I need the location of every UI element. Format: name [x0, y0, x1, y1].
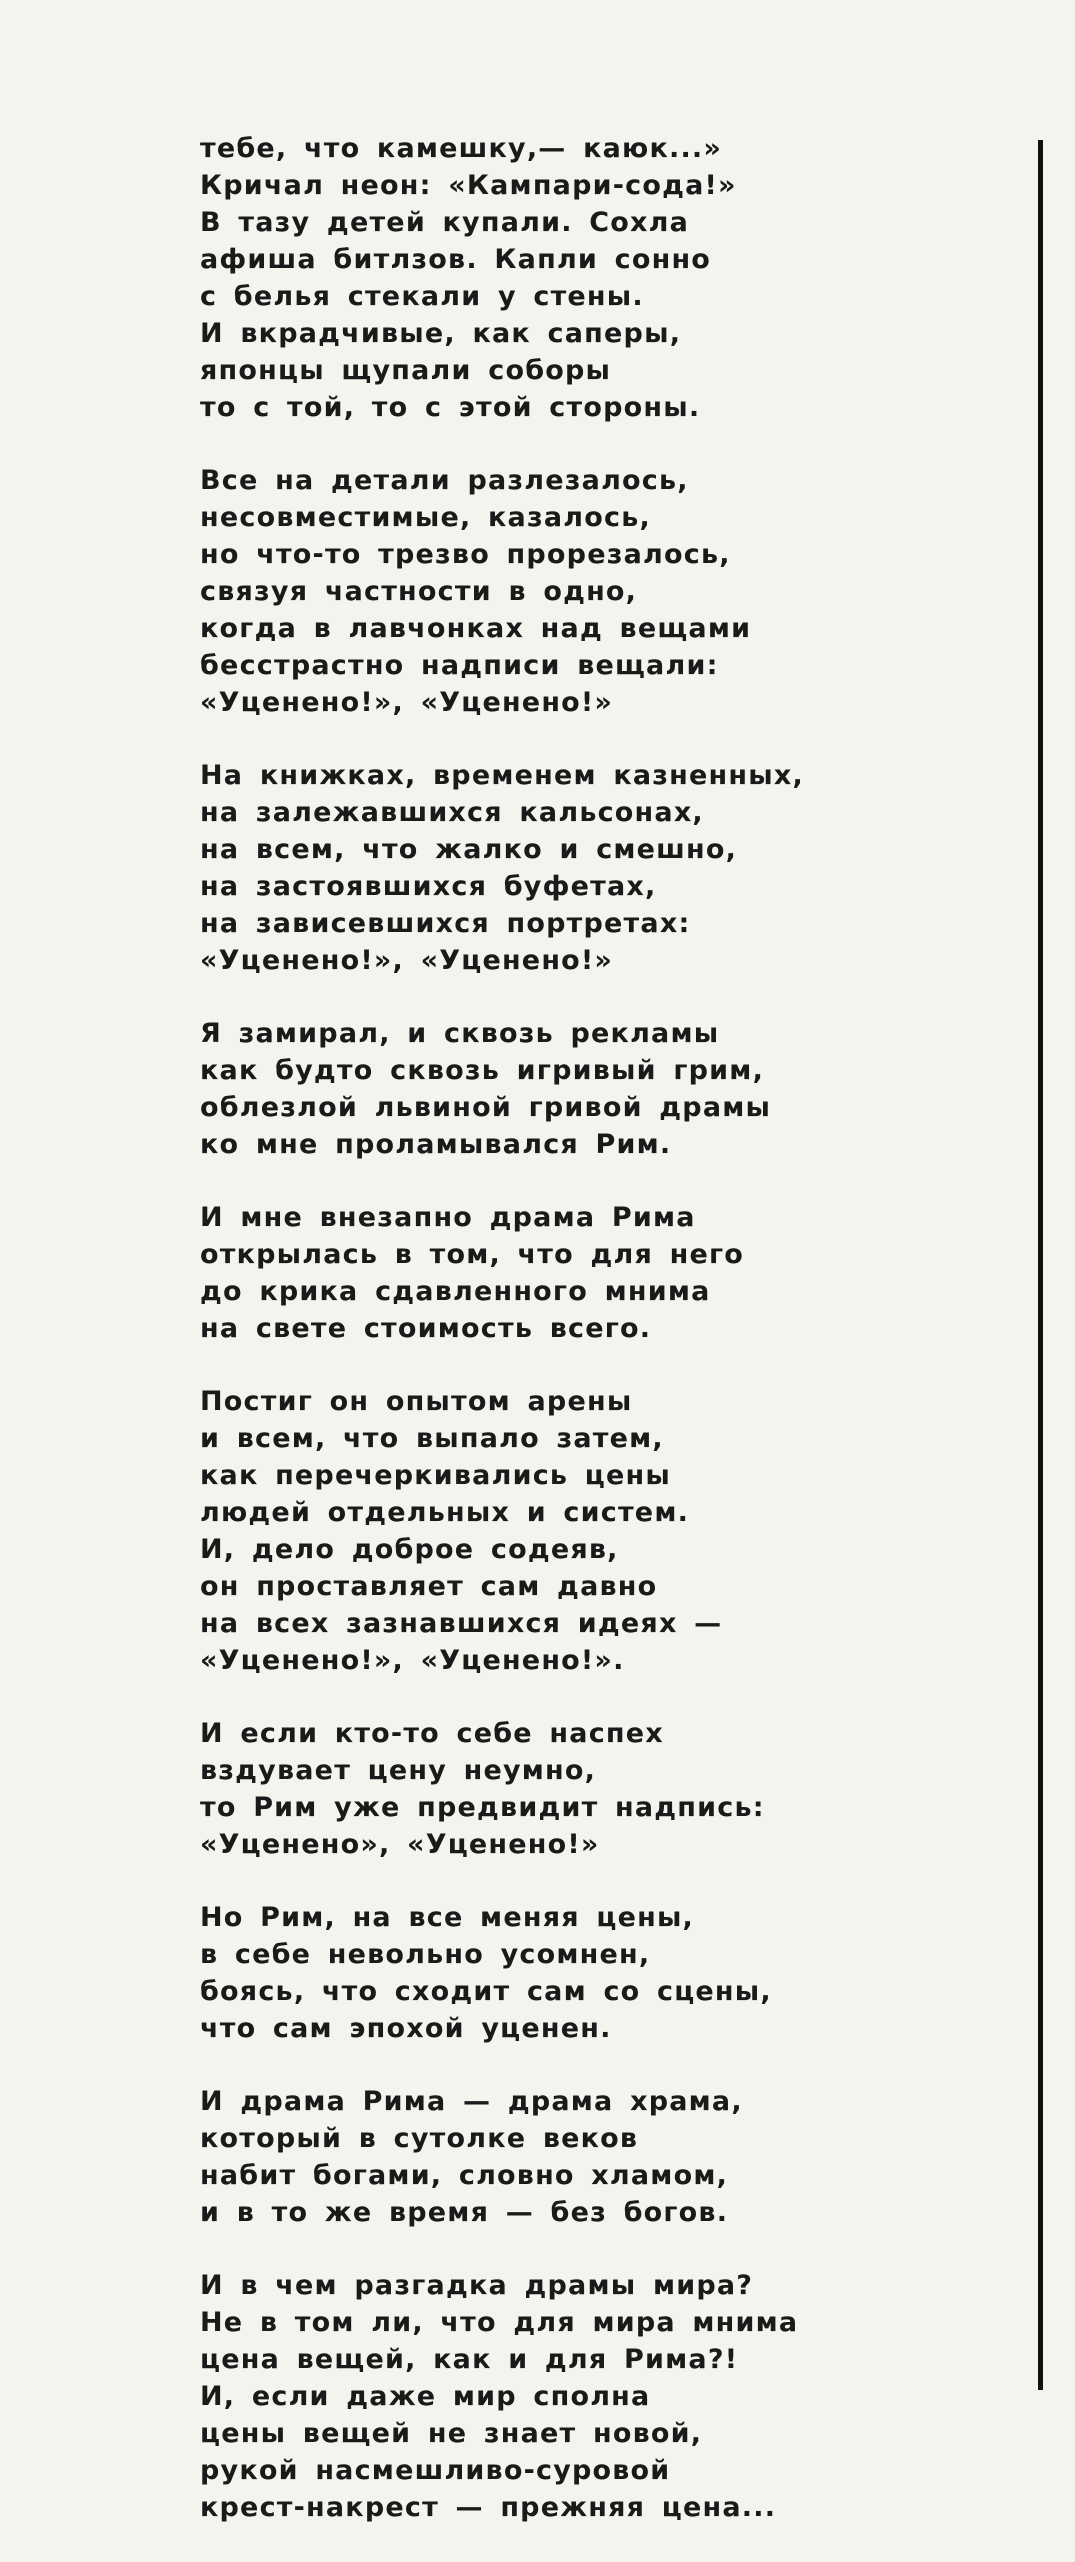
stanza	[200, 1383, 820, 1679]
poem-line: он проставляет сам давно	[200, 1571, 658, 1602]
poem-line: открылась в том, что для него	[200, 1239, 745, 1270]
stanza	[200, 2083, 820, 2231]
poem-line: И драма Рима — драма храма,	[200, 2086, 743, 2117]
poem-line: вздувает цену неумно,	[200, 1755, 597, 1786]
poem-line: боясь, что сходит сам со сцены,	[200, 1976, 772, 2007]
poem-line: Но Рим, на все меняя цены,	[200, 1902, 695, 1933]
stanza	[200, 1199, 820, 1347]
poem-line: «Уценено!», «Уценено!»	[200, 687, 614, 718]
poem-line: бесстрастно надписи вещали:	[200, 650, 719, 681]
poem-line: до крика сдавленного мнима	[200, 1276, 711, 1307]
poem-line: несовместимые, казалось,	[200, 502, 651, 533]
poem-line: с белья стекали у стены.	[200, 281, 644, 312]
poem-line: «Уценено!», «Уценено!».	[200, 1645, 625, 1676]
vertical-rule	[1038, 140, 1043, 2390]
poem-line: и в то же время — без богов.	[200, 2197, 729, 2228]
poem-line: то с той, то с этой стороны.	[200, 392, 701, 423]
poem-line: крест-накрест — прежняя цена...	[200, 2492, 777, 2523]
poem-line: Кричал неон: «Кампари-сода!»	[200, 170, 737, 201]
poem-line: как будто сквозь игривый грим,	[200, 1055, 765, 1086]
poem-line: Я замирал, и сквозь рекламы	[200, 1018, 720, 1049]
poem-line: Все на детали разлезалось,	[200, 465, 689, 496]
poem-text	[200, 130, 820, 2562]
poem-line: на залежавшихся кальсонах,	[200, 797, 704, 828]
poem-line: И мне внезапно драма Рима	[200, 1202, 696, 1233]
poem-line: В тазу детей купали. Сохла	[200, 207, 690, 238]
stanza	[200, 130, 820, 426]
poem-line: японцы щупали соборы	[200, 355, 612, 386]
poem-line: то Рим уже предвидит надпись:	[200, 1792, 765, 1823]
poem-line: на зависевшихся портретах:	[200, 908, 691, 939]
poem-line: Постиг он опытом арены	[200, 1386, 633, 1417]
poem-line: набит богами, словно хламом,	[200, 2160, 729, 2191]
poem-line: людей отдельных и систем.	[200, 1497, 690, 1528]
poem-line: На книжках, временем казненных,	[200, 760, 804, 791]
poem-line: И, дело доброе содеяв,	[200, 1534, 619, 1565]
poem-line: афиша битлзов. Капли сонно	[200, 244, 712, 275]
poem-line: цены вещей не знает новой,	[200, 2418, 703, 2449]
poem-line: на всем, что жалко и смешно,	[200, 834, 738, 865]
poem-line: на застоявшихся буфетах,	[200, 871, 657, 902]
poem-line: «Уценено», «Уценено!»	[200, 1829, 600, 1860]
poem-line: и всем, что выпало затем,	[200, 1423, 664, 1454]
poem-line: Не в том ли, что для мира мнима	[200, 2307, 799, 2338]
poem-line: ко мне проламывался Рим.	[200, 1129, 672, 1160]
stanza	[200, 1715, 820, 1863]
poem-line: цена вещей, как и для Рима?!	[200, 2344, 739, 2375]
poem-line: И в чем разгадка драмы мира?	[200, 2270, 754, 2301]
poem-line: на всех зазнавшихся идеях —	[200, 1608, 723, 1639]
poem-line: облезлой львиной гривой драмы	[200, 1092, 772, 1123]
poem-line: на свете стоимость всего.	[200, 1313, 652, 1344]
poem-line: «Уценено!», «Уценено!»	[200, 945, 614, 976]
poem-line: И если кто-то себе наспех	[200, 1718, 664, 1749]
stanza	[200, 2267, 820, 2526]
stanza	[200, 1899, 820, 2047]
poem-line: как перечеркивались цены	[200, 1460, 671, 1491]
poem-line: когда в лавчонках над вещами	[200, 613, 752, 644]
poem-line: связуя частности в одно,	[200, 576, 638, 607]
poem-line: в себе невольно усомнен,	[200, 1939, 651, 1970]
stanza	[200, 757, 820, 979]
stanza	[200, 1015, 820, 1163]
poem-line: И вкрадчивые, как саперы,	[200, 318, 682, 349]
poem-line: рукой насмешливо-суровой	[200, 2455, 671, 2486]
poem-line: тебе, что камешку,— каюк...»	[200, 133, 723, 164]
poem-line: что сам эпохой уценен.	[200, 2013, 612, 2044]
stanza	[200, 462, 820, 721]
poem-line: И, если даже мир сполна	[200, 2381, 651, 2412]
poem-line: который в сутолке веков	[200, 2123, 639, 2154]
poem-line: но что-то трезво прорезалось,	[200, 539, 731, 570]
